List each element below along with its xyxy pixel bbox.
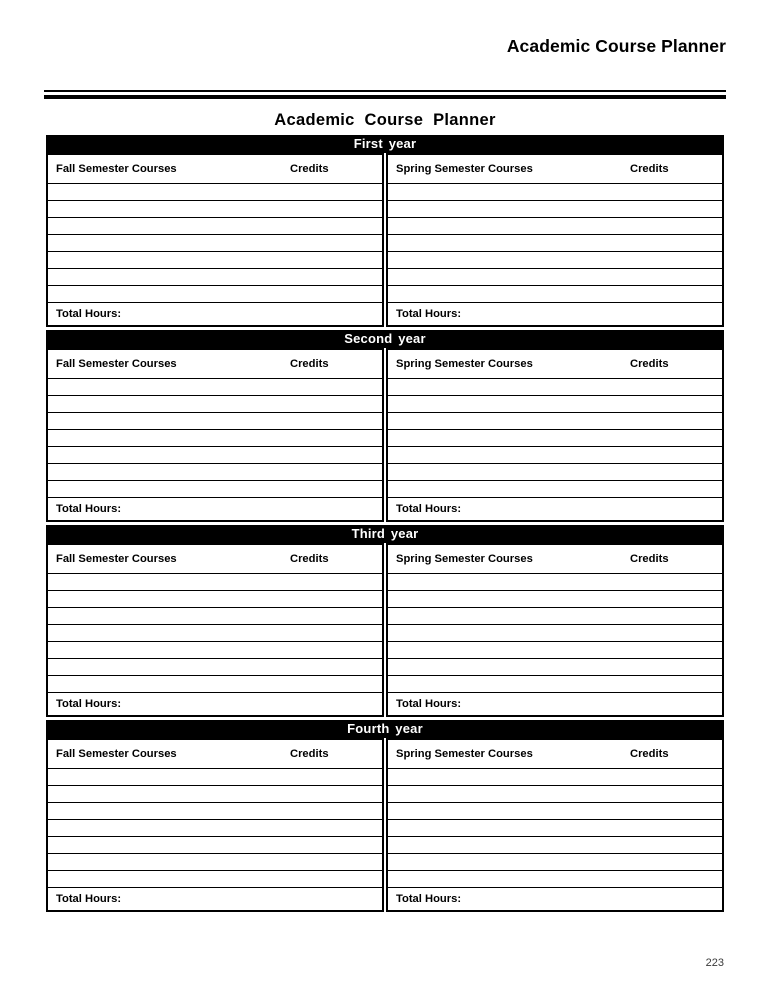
- course-entry-row[interactable]: [388, 854, 722, 871]
- total-hours-row: [48, 498, 382, 520]
- course-entry-row[interactable]: [388, 820, 722, 837]
- course-entry-row[interactable]: [48, 430, 382, 447]
- semester-header-row: [48, 545, 382, 574]
- total-hours-label: Total Hours:: [396, 308, 462, 320]
- course-entry-row[interactable]: [48, 625, 382, 642]
- course-entry-row[interactable]: [388, 413, 722, 430]
- course-entry-row[interactable]: [48, 218, 382, 235]
- total-hours-label: Total Hours:: [56, 698, 122, 710]
- credits-column-header: Credits: [290, 553, 329, 565]
- total-hours-label: Total Hours:: [396, 503, 462, 515]
- semester-table-left: [46, 153, 384, 327]
- semester-header-row: [48, 740, 382, 769]
- course-entry-row[interactable]: [388, 769, 722, 786]
- course-entry-row[interactable]: [388, 286, 722, 303]
- course-entry-row[interactable]: [48, 676, 382, 693]
- course-entry-row[interactable]: [48, 574, 382, 591]
- course-entry-row[interactable]: [48, 608, 382, 625]
- course-entry-row[interactable]: [388, 786, 722, 803]
- academic-course-planner-table: [46, 135, 724, 912]
- courses-column-header: Spring Semester Courses: [396, 163, 533, 175]
- year-block: [46, 525, 724, 717]
- semester-header-row: [388, 350, 722, 379]
- semester-header-row: [388, 740, 722, 769]
- course-entry-row[interactable]: [48, 854, 382, 871]
- semester-header-row: [388, 155, 722, 184]
- semester-table-right: [386, 348, 724, 522]
- courses-column-header: Spring Semester Courses: [396, 553, 533, 565]
- course-entry-row[interactable]: [48, 837, 382, 854]
- course-entry-row[interactable]: [388, 481, 722, 498]
- course-entry-row[interactable]: [48, 396, 382, 413]
- course-entry-row[interactable]: [48, 659, 382, 676]
- semester-table-right: [386, 738, 724, 912]
- header-divider-thin-line: [44, 90, 726, 92]
- course-entry-row[interactable]: [48, 184, 382, 201]
- courses-column-header: Fall Semester Courses: [56, 553, 177, 565]
- course-entry-row[interactable]: [388, 269, 722, 286]
- course-entry-row[interactable]: [388, 625, 722, 642]
- total-hours-label: Total Hours:: [56, 893, 122, 905]
- semester-table-left: [46, 543, 384, 717]
- total-hours-row: [48, 693, 382, 715]
- year-band-label: Second year: [46, 330, 724, 348]
- course-entry-row[interactable]: [388, 379, 722, 396]
- course-entry-row[interactable]: [48, 786, 382, 803]
- page-title: Academic Course Planner: [274, 111, 496, 129]
- semester-header-row: [48, 155, 382, 184]
- credits-column-header: Credits: [630, 358, 669, 370]
- course-entry-row[interactable]: [48, 201, 382, 218]
- year-band-label: Fourth year: [46, 720, 724, 738]
- course-entry-row[interactable]: [388, 574, 722, 591]
- course-entry-row[interactable]: [48, 286, 382, 303]
- course-entry-row[interactable]: [388, 676, 722, 693]
- semester-table-left: [46, 348, 384, 522]
- running-header-title: Academic Course Planner: [506, 36, 726, 56]
- course-entry-row[interactable]: [48, 769, 382, 786]
- total-hours-row: [48, 303, 382, 325]
- semester-header-row: [388, 545, 722, 574]
- year-block: [46, 135, 724, 327]
- year-block: [46, 720, 724, 912]
- credits-column-header: Credits: [630, 748, 669, 760]
- course-entry-row[interactable]: [48, 269, 382, 286]
- course-entry-row[interactable]: [48, 413, 382, 430]
- course-entry-row[interactable]: [388, 235, 722, 252]
- course-entry-row[interactable]: [388, 803, 722, 820]
- semester-pair: [46, 543, 724, 717]
- course-entry-row[interactable]: [48, 379, 382, 396]
- header-divider-thick-line: [44, 95, 726, 99]
- total-hours-row: [388, 693, 722, 715]
- course-entry-row[interactable]: [388, 218, 722, 235]
- course-entry-row[interactable]: [388, 871, 722, 888]
- course-entry-row[interactable]: [388, 447, 722, 464]
- semester-pair: [46, 348, 724, 522]
- total-hours-row: [388, 888, 722, 910]
- course-entry-row[interactable]: [388, 591, 722, 608]
- total-hours-label: Total Hours:: [56, 308, 122, 320]
- course-entry-row[interactable]: [388, 464, 722, 481]
- course-entry-row[interactable]: [388, 252, 722, 269]
- credits-column-header: Credits: [290, 748, 329, 760]
- year-block: [46, 330, 724, 522]
- course-entry-row[interactable]: [388, 659, 722, 676]
- total-hours-row: [388, 498, 722, 520]
- semester-table-left: [46, 738, 384, 912]
- total-hours-row: [388, 303, 722, 325]
- course-entry-row[interactable]: [388, 608, 722, 625]
- course-entry-row[interactable]: [48, 252, 382, 269]
- courses-column-header: Fall Semester Courses: [56, 358, 177, 370]
- credits-column-header: Credits: [290, 163, 329, 175]
- course-entry-row[interactable]: [48, 871, 382, 888]
- semester-header-row: [48, 350, 382, 379]
- credits-column-header: Credits: [630, 163, 669, 175]
- course-entry-row[interactable]: [388, 837, 722, 854]
- course-entry-row[interactable]: [388, 430, 722, 447]
- semester-table-right: [386, 153, 724, 327]
- course-entry-row[interactable]: [48, 803, 382, 820]
- courses-column-header: Fall Semester Courses: [56, 748, 177, 760]
- course-entry-row[interactable]: [48, 591, 382, 608]
- semester-pair: [46, 738, 724, 912]
- credits-column-header: Credits: [290, 358, 329, 370]
- course-entry-row[interactable]: [388, 184, 722, 201]
- total-hours-label: Total Hours:: [396, 893, 462, 905]
- course-entry-row[interactable]: [48, 447, 382, 464]
- page-number: 223: [705, 957, 724, 969]
- course-entry-row[interactable]: [388, 642, 722, 659]
- course-entry-row[interactable]: [388, 396, 722, 413]
- year-band-label: Third year: [46, 525, 724, 543]
- courses-column-header: Spring Semester Courses: [396, 748, 533, 760]
- courses-column-header: Spring Semester Courses: [396, 358, 533, 370]
- total-hours-label: Total Hours:: [396, 698, 462, 710]
- total-hours-label: Total Hours:: [56, 503, 122, 515]
- total-hours-row: [48, 888, 382, 910]
- course-entry-row[interactable]: [388, 201, 722, 218]
- courses-column-header: Fall Semester Courses: [56, 163, 177, 175]
- course-entry-row[interactable]: [48, 642, 382, 659]
- year-band-label: First year: [46, 135, 724, 153]
- header-divider-rule: [44, 90, 726, 99]
- course-entry-row[interactable]: [48, 464, 382, 481]
- course-entry-row[interactable]: [48, 820, 382, 837]
- course-entry-row[interactable]: [48, 235, 382, 252]
- course-entry-row[interactable]: [48, 481, 382, 498]
- semester-pair: [46, 153, 724, 327]
- semester-table-right: [386, 543, 724, 717]
- credits-column-header: Credits: [630, 553, 669, 565]
